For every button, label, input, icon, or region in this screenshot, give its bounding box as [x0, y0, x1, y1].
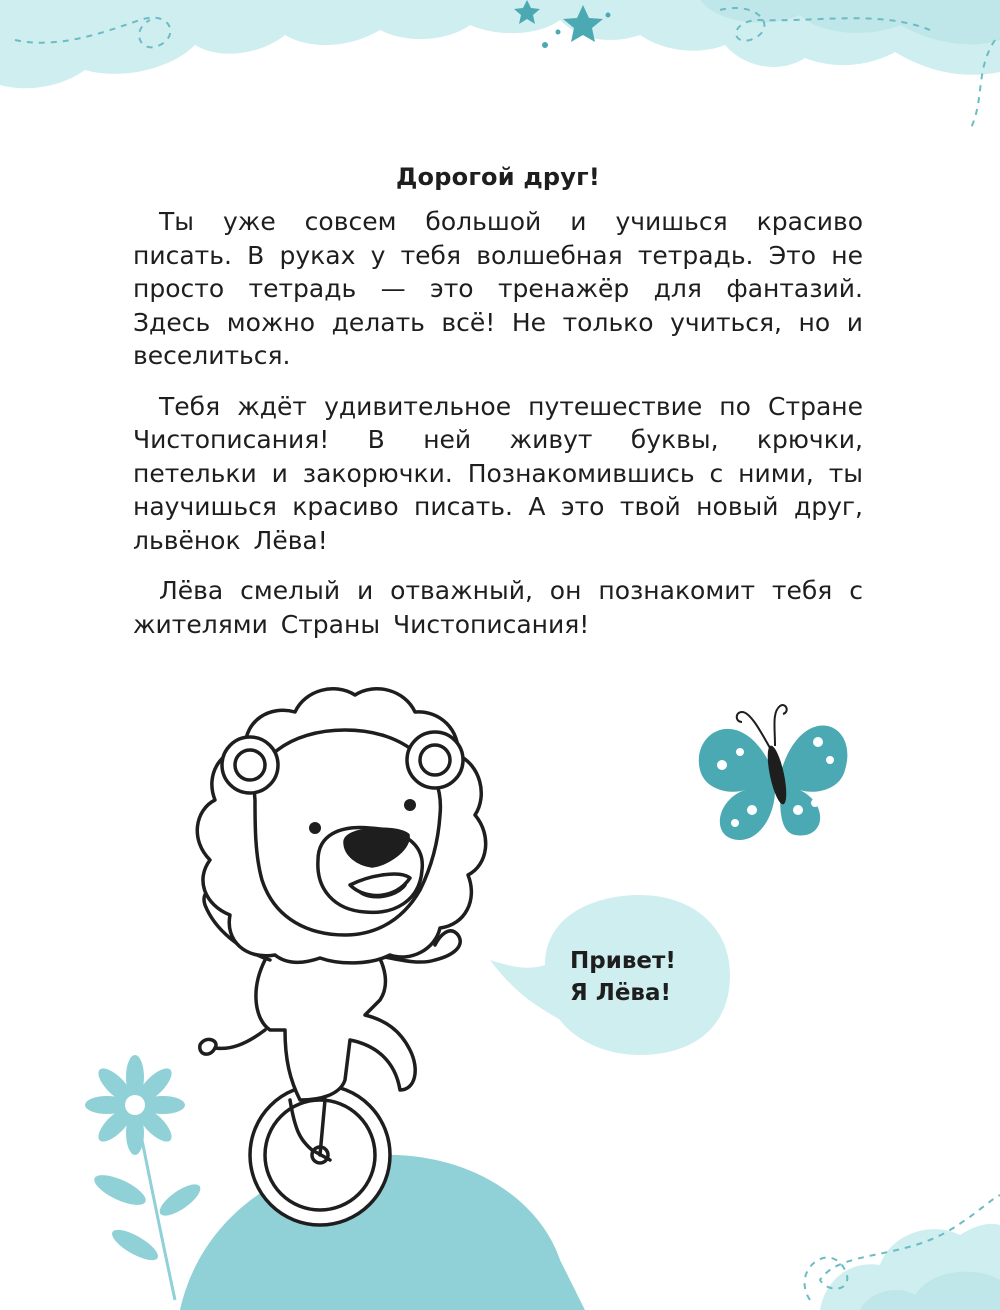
butterfly-icon — [699, 705, 848, 840]
flower-icon — [85, 1055, 205, 1300]
dot-icon — [556, 30, 561, 35]
letter-paragraph: Лёва смелый и отважный, он познакомит тебя с жителями Страны Чистописания! — [133, 576, 863, 639]
intro-letter — [133, 163, 863, 658]
letter-paragraph: Ты уже совсем большой и учишься красиво писать. В руках у тебя волшебная тетрадь. Это не просто тетрадь — это тренажёр для фантазий. Здесь можно делать всё! Не только учиться, но и веселиться. — [133, 207, 863, 370]
speech-line: Привет! — [570, 948, 676, 974]
speech-bubble-text — [570, 945, 710, 1009]
dot-icon — [542, 42, 548, 48]
letter-heading: Дорогой друг! — [395, 163, 601, 191]
dot-icon — [606, 13, 611, 18]
lion-illustration — [197, 689, 485, 1225]
letter-paragraph: Тебя ждёт удивительное путешествие по Стране Чистописания! В ней живут буквы, крючки, петельки и закорючки. Познакомившись с ними, ты научишься красиво писать. А это твой новый друг, львёнок Лёва! — [133, 391, 863, 555]
speech-line: Я Лёва! — [570, 980, 671, 1006]
